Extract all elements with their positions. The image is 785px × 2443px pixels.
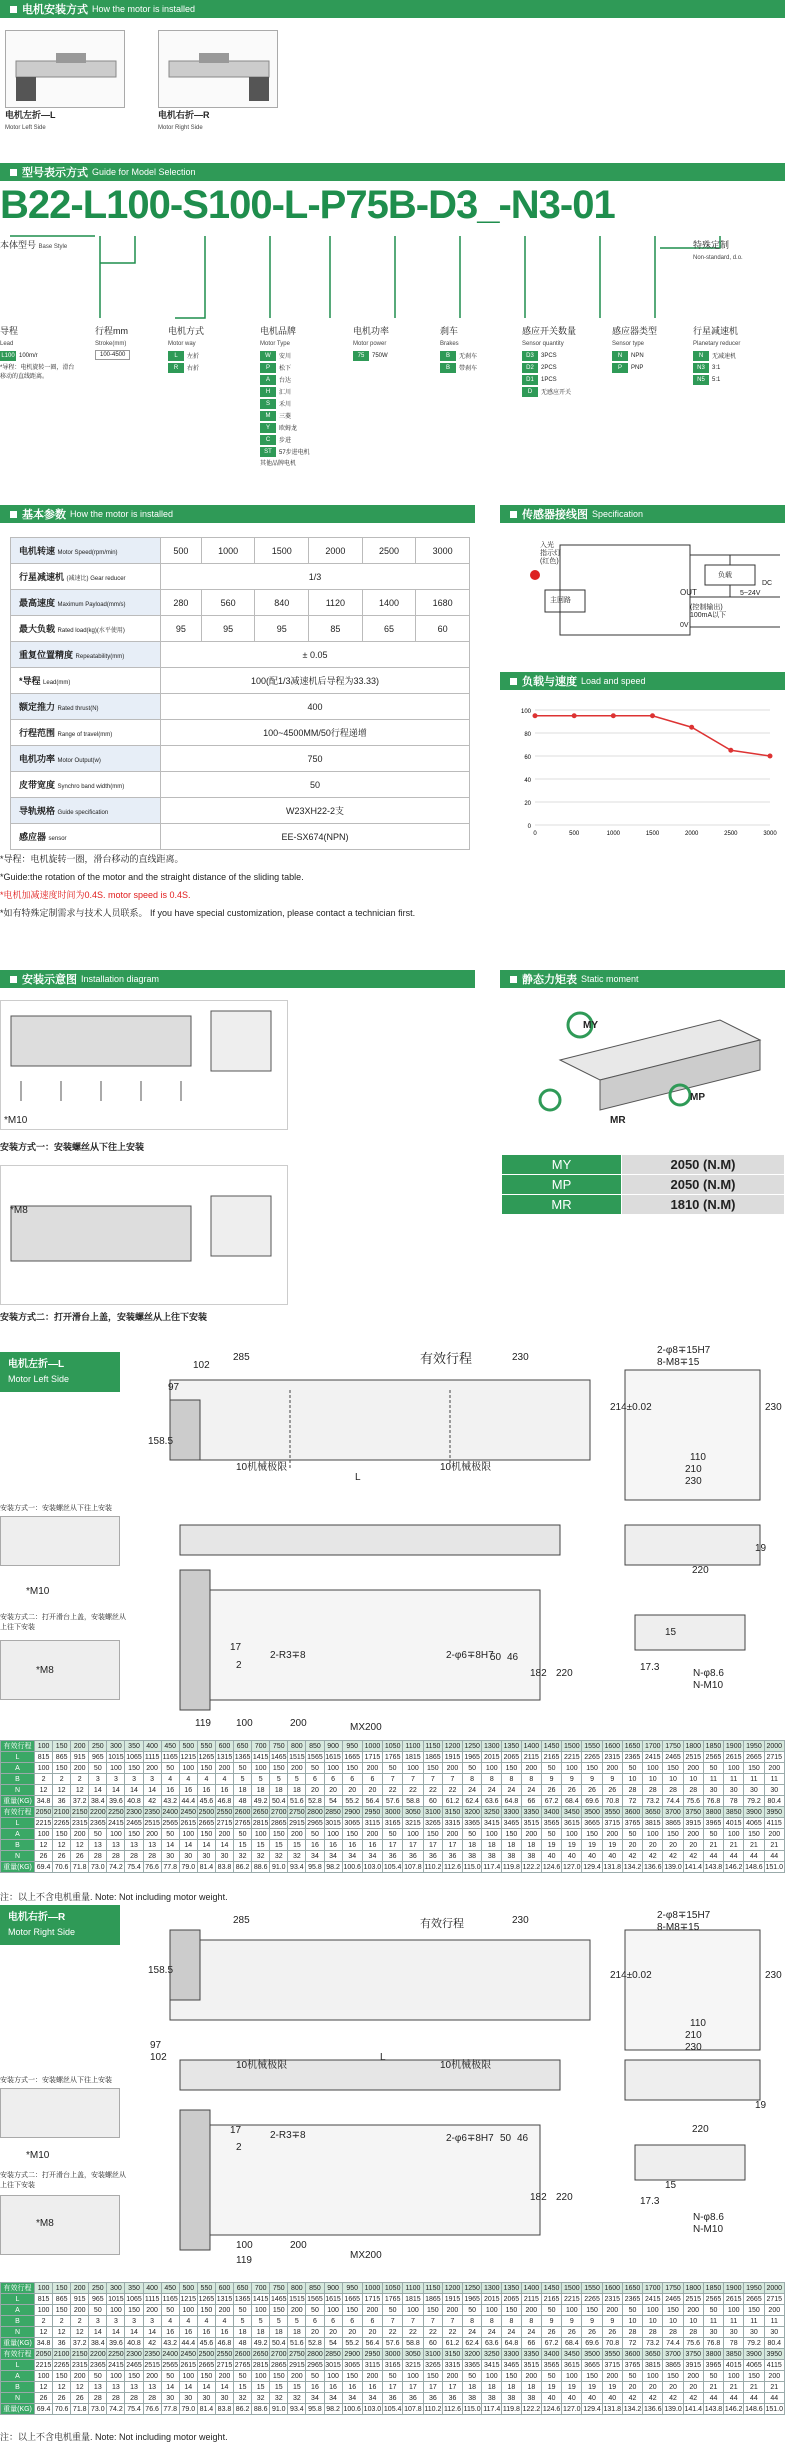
right-mi2: 安装方式二：打开滑台上盖，安装螺丝从上往下安装	[0, 2172, 126, 2189]
motor-way-options: L 左折 R 右折	[168, 350, 199, 374]
left-dim-158: 158.5	[148, 1436, 174, 1447]
motor-power-options: 75 750W	[353, 350, 388, 362]
left-section-tag: 电机左折—L Motor Left Side	[0, 1352, 120, 1392]
motor-way-label: 电机方式 Motor way	[168, 326, 205, 347]
table-row: B 12 12 12 13 13 13 13 14 14 14 14 15 15 15 15 16 16 16 16 17 17 17 17 18 18 18 18 19 19 19 19 20 20 20 20 21 21 21 21	[1, 2382, 785, 2393]
spec-row: 导轨规格 Guide specification W23XH22-2支	[11, 798, 470, 824]
table-row: N 26 26 26 28 28 28 28 30 30 30 30 32 32 32 32 34 34 34 34 36 36 36 36 38 38 38 38 40 40 40 40 42 42 42 42 44 44 44 44	[1, 2393, 785, 2404]
table-row: 重量(KG) 34.8 36 37.2 38.4 39.6 40.8 42 43.2 44.4 45.6 46.8 48 49.2 50.4 51.6 52.8 54 55.2 56.4 57.6 58.8 60 61.2 62.4 63.6 64.8 66 67.2 68.4 69.6 70.8 72 73.2 74.4 75.6 76.8 78 79.2 80.4	[1, 2338, 785, 2349]
right-nm10: N-M10	[693, 2224, 724, 2235]
right-hole1: 2-φ8∓15H7	[657, 1910, 711, 1921]
chart-point	[768, 754, 773, 759]
mount2-caption: 安装方式二：打开滑台上盖，安装螺丝从上往下安装	[0, 1312, 208, 1322]
right-dim-table	[0, 2282, 785, 2415]
chart-x-tick: 1000	[606, 831, 621, 837]
spec-row: 行星减速机 (减速比) Gear reducer 1/3	[11, 564, 470, 590]
chart-point	[689, 725, 694, 730]
right-dim-46: 46	[517, 2133, 529, 2144]
mount1-drawing	[0, 1000, 288, 1130]
brakes-label: 刹车 Brakes	[440, 326, 459, 347]
sensor-load-label: 负载	[718, 572, 732, 579]
left-hole1: 2-φ8∓15H7	[657, 1345, 711, 1356]
left-table-note: 注：以上不含电机重量. Note: Not including motor weight.	[0, 1892, 228, 1902]
right-dim-173: 17.3	[640, 2196, 660, 2207]
left-mi2: 安装方式二：打开滑台上盖，安装螺丝从上往下安装	[0, 1614, 126, 1631]
spec-row: 感应器 sensor EE-SX674(NPN)	[11, 824, 470, 850]
table-row: 重量(KG) 34.8 36 37.2 38.4 39.6 40.8 42 43.2 44.4 45.6 46.8 48 49.2 50.4 51.6 52.8 54 55.2 56.4 57.6 58.8 60 61.2 62.4 63.6 64.8 66 67.2 68.4 69.6 70.8 72 73.2 74.4 75.6 76.8 78 79.2 80.4	[1, 1796, 785, 1807]
sensor-vcc-label: 5~24V	[740, 590, 761, 597]
m8-label: *M8	[10, 1205, 28, 1216]
left-r3: 2-R3∓8	[270, 1650, 306, 1661]
left-dim-182: 182	[530, 1668, 547, 1679]
chart-y-tick: 40	[524, 778, 531, 784]
right-dim-110: 110	[690, 2018, 706, 2029]
right-dim-285: 285	[233, 1915, 250, 1926]
lead-label: 导程 Lead	[0, 326, 19, 347]
spec-row: 行程范围 Range of travel(mm) 100~4500MM/50行程递增	[11, 720, 470, 746]
right-dim-102: 102	[150, 2052, 167, 2063]
mount1-caption: 安装方式一：安装螺丝从下往上安装	[0, 1142, 145, 1152]
sensor-zero-label: 0V	[680, 622, 689, 629]
chart-y-tick: 60	[524, 755, 531, 761]
chart-y-tick: 80	[524, 732, 531, 738]
left-mi1-img	[0, 1516, 120, 1566]
left-dim-table	[0, 1740, 785, 1873]
table-row: L 815 865 915 965 1015 1065 1115 1165 1215 1265 1315 1365 1415 1465 1515 1565 1615 1665 1715 1765 1815 1865 1915 1965 2015 2065 2115 2165 2215 2265 2315 2365 2415 2465 2515 2565 2615 2665 2715	[1, 1752, 785, 1763]
right-dim-100: 100	[236, 2240, 253, 2251]
right-n8: N-φ8.6	[693, 2212, 724, 2223]
chart-point	[728, 748, 733, 753]
left-mi1: 安装方式一：安装螺丝从下往上安装	[0, 1505, 112, 1512]
sensor-qty-options: D3 3PCS D2 2PCS D1 1PCS D 无感应开关	[522, 350, 571, 398]
sensor-section-header: 传感器接线图 Specification	[500, 505, 785, 523]
chart-x-tick: 2500	[724, 831, 738, 837]
motor-type-label: 电机品牌 Motor Type	[260, 326, 297, 347]
sensor-ctrl-label: (控制输出) 100mA以下	[690, 604, 727, 619]
left-dim-173: 17.3	[640, 1662, 660, 1673]
right-lim-b: 10机械极限	[440, 2060, 492, 2071]
chart-series-line	[535, 716, 770, 756]
left-n8: N-φ8.6	[693, 1668, 724, 1679]
chart-y-tick: 20	[524, 801, 531, 807]
left-dim-230b: 230	[765, 1402, 782, 1413]
model-section-header: 型号表示方式 Guide for Model Selection	[0, 163, 785, 181]
moment-section-header: 静态力矩表 Static moment	[500, 970, 785, 988]
motor-right-label: 电机右折—R Motor Right Side	[158, 110, 210, 131]
left-eff-label: 有效行程	[420, 1351, 473, 1366]
right-dim-15: 15	[665, 2180, 677, 2191]
right-dim-214: 214±0.02	[610, 1970, 652, 1981]
table-row: B 2 2 2 3 3 3 3 4 4 4 4 5 5 5 5 6 6 6 6 7 7 7 7 8 8 8 8 9 9 9 9 10 10 10 10 11 11 11 11	[1, 2316, 785, 2327]
spec-row: 电机功率 Motor Output(w) 750	[11, 746, 470, 772]
table-row: 有效行程 2050 2100 2150 2200 2250 2300 2350 2400 2450 2500 2550 2600 2650 2700 2750 2800 2850 2900 2950 3000 3050 3100 3150 3200 3250 3300 3350 3400 3450 3500 3550 3600 3650 3700 3750 3800 3850 3900 3950	[1, 1807, 785, 1818]
left-dim-L: L	[355, 1472, 361, 1483]
install-section-header: 电机安装方式 How the motor is installed	[0, 0, 785, 18]
base-style-label: 本体型号 Base Style	[0, 240, 68, 250]
mount-section-header: 安装示意图 Installation diagram	[0, 970, 475, 988]
motor-left-image	[5, 30, 125, 108]
chart-point	[650, 713, 655, 718]
moment-my-tag: MY	[583, 1020, 598, 1031]
table-row: A 100 150 200 50 100 150 200 50 100 150 200 50 100 150 200 50 100 150 200 50 100 150 200 50 100 150 200 50 100 150 200 50 100 150 200 50 100 150 200	[1, 2305, 785, 2316]
sensor-qty-label: 感应开关数量 Sensor quantity	[522, 326, 577, 347]
table-row: B 12 12 12 13 13 13 13 14 14 14 14 15 15 15 15 16 16 16 16 17 17 17 17 18 18 18 18 19 19 19 19 20 20 20 20 21 21 21 21	[1, 1840, 785, 1851]
table-row: N 12 12 12 14 14 14 14 16 16 16 16 18 18 18 18 20 20 20 20 22 22 22 22 24 24 24 24 26 26 26 26 28 28 28 28 30 30 30 30	[1, 1785, 785, 1796]
left-dim-110: 110	[690, 1452, 706, 1463]
right-section-tag: 电机右折—R Motor Right Side	[0, 1905, 120, 1945]
left-dim-230: 230	[512, 1352, 529, 1363]
left-dim-210: 210	[685, 1464, 702, 1475]
moment-mp-tag: MP	[690, 1092, 705, 1103]
left-nm10: N-M10	[693, 1680, 724, 1691]
table-row: A 100 150 200 50 100 150 200 50 100 150 200 50 100 150 200 50 100 150 200 50 100 150 200 50 100 150 200 50 100 150 200 50 100 150 200 50 100 150 200	[1, 2371, 785, 2382]
sensor-type-label: 感应器类型 Sensor type	[612, 326, 658, 347]
left-mi2-img	[0, 1640, 120, 1700]
params-section-header: 基本参数 How the motor is installed	[0, 505, 475, 523]
stroke-label: 行程mm Stroke(mm)	[95, 326, 128, 347]
left-dim-214: 214±0.02	[610, 1402, 652, 1413]
chart-y-tick: 100	[520, 709, 531, 715]
sensor-in-label: 入光 指示灯 (红色)	[540, 542, 561, 565]
right-dim-158: 158.5	[148, 1965, 174, 1976]
notes: *导程：电机旋转一圈，滑台移动的直线距离。 *Guide:the rotation of the motor and the straight distance of the sliding table. *电机加减速度时间为0.4S. motor speed is 0.4S. *如有特殊定制需求与技术人员联系。 If you have special customization, please contact a technician first.	[0, 854, 416, 918]
sensor-dc-label: DC	[762, 580, 773, 587]
m10-label: *M10	[4, 1115, 28, 1126]
left-dim-100: 100	[236, 1718, 253, 1729]
table-row: A 100 150 200 50 100 150 200 50 100 150 200 50 100 150 200 50 100 150 200 50 100 150 200 50 100 150 200 50 100 150 200 50 100 150 200 50 100 150 200	[1, 1763, 785, 1774]
mount2-drawing	[0, 1165, 288, 1305]
table-row: 有效行程 100 150 200 250 300 350 400 450 500 550 600 650 700 750 800 850 900 950 1000 1050 1100 1150 1200 1250 1300 1350 1400 1450 1500 1550 1600 1650 1700 1750 1800 1850 1900 1950 2000	[1, 1741, 785, 1752]
right-dim-230c: 230	[685, 2042, 702, 2053]
moment-mr-tag: MR	[610, 1115, 626, 1126]
model-code: B22-L100-S100-L-P75B-D3_-N3-01	[0, 183, 615, 227]
right-m10: *M10	[26, 2150, 50, 2161]
table-row: L 815 865 915 965 1015 1065 1115 1165 1215 1265 1315 1365 1415 1465 1515 1565 1615 1665 1715 1765 1815 1865 1915 1965 2015 2065 2115 2165 2215 2265 2315 2365 2415 2465 2515 2565 2615 2665 2715	[1, 2294, 785, 2305]
right-dimension-drawing	[150, 1910, 785, 2270]
right-r3: 2-R3∓8	[270, 2130, 306, 2141]
table-row: N 12 12 12 14 14 14 14 16 16 16 16 18 18 18 18 20 20 20 20 22 22 22 22 24 24 24 24 26 26 26 26 28 28 28 28 30 30 30 30	[1, 2327, 785, 2338]
right-dim-182: 182	[530, 2192, 547, 2203]
motor-power-label: 电机功率 Motor power	[353, 326, 390, 347]
motor-left-label: 电机左折—L Motor Left Side	[5, 110, 56, 131]
motor-right-image	[158, 30, 278, 108]
right-mi1: 安装方式一：安装螺丝从下往上安装	[0, 2077, 112, 2084]
right-h7: 2-φ6∓8H7	[446, 2133, 494, 2144]
right-eff-label: 有效行程	[420, 1918, 464, 1930]
right-table-note: 注：以上不含电机重量. Note: Not including motor weight.	[0, 2432, 228, 2442]
reducer-options: N 无减速机 N3 3:1 N5 5:1	[693, 350, 736, 386]
load-speed-chart	[505, 700, 780, 850]
left-dim-19: 19	[755, 1543, 767, 1554]
chart-x-tick: 0	[533, 831, 537, 837]
left-dim-220: 220	[692, 1565, 709, 1576]
left-mx: MX200	[350, 1722, 382, 1733]
chart-point	[533, 713, 538, 718]
right-dim-230b: 230	[765, 1970, 782, 1981]
left-dim-220b: 220	[556, 1668, 573, 1679]
table-row: N 26 26 26 28 28 28 28 30 30 30 30 32 32 32 32 34 34 34 34 36 36 36 36 38 38 38 38 40 40 40 40 42 42 42 42 44 44 44 44	[1, 1851, 785, 1862]
table-row: B 2 2 2 3 3 3 3 4 4 4 4 5 5 5 5 6 6 6 6 7 7 7 7 8 8 8 8 9 9 9 9 10 10 10 10 11 11 11 11	[1, 1774, 785, 1785]
table-row: 有效行程 100 150 200 250 300 350 400 450 500 550 600 650 700 750 800 850 900 950 1000 1050 1100 1150 1200 1250 1300 1350 1400 1450 1500 1550 1600 1650 1700 1750 1800 1850 1900 1950 2000	[1, 2283, 785, 2294]
left-h7: 2-φ6∓8H7	[446, 1650, 494, 1661]
reducer-label: 行星减速机 Planetary reducer	[693, 326, 741, 347]
right-mi2-img	[0, 2195, 120, 2255]
left-dim-15: 15	[665, 1627, 677, 1638]
moment-diagram	[520, 1000, 785, 1140]
right-mi1-img	[0, 2088, 120, 2138]
special-label: 特殊定制 Non-standard, d.o.	[693, 240, 743, 261]
left-lim-b: 10机械极限	[440, 1462, 492, 1473]
right-dim-230: 230	[512, 1915, 529, 1926]
spec-row: 额定推力 Rated thrust(N) 400	[11, 694, 470, 720]
right-lim-a: 10机械极限	[236, 2060, 288, 2071]
left-lim-a: 10机械极限	[236, 1462, 288, 1473]
table-row: L 2215 2265 2315 2365 2415 2465 2515 2565 2615 2665 2715 2765 2815 2865 2915 2965 3015 3065 3115 3165 3215 3265 3315 3365 3415 3465 3515 3565 3615 3665 3715 3765 3815 3865 3915 3965 4015 4065 4115	[1, 2360, 785, 2371]
left-m8: *M8	[36, 1665, 54, 1676]
spec-row: 皮带宽度 Synchro band width(mm) 50	[11, 772, 470, 798]
right-dim-2: 2	[236, 2142, 242, 2153]
left-dim-119: 119	[195, 1718, 211, 1729]
table-row: L 2215 2265 2315 2365 2415 2465 2515 2565 2615 2665 2715 2765 2815 2865 2915 2965 3015 3065 3115 3165 3215 3265 3315 3365 3415 3465 3515 3565 3615 3665 3715 3765 3815 3865 3915 3965 4015 4065 4115	[1, 1818, 785, 1829]
table-row: 重量(KG) 69.4 70.6 71.8 73.0 74.2 75.4 76.6 77.8 79.0 81.4 83.8 86.2 88.6 91.0 93.4 95.8 98.2 100.6 103.0 105.4 107.8 110.2 112.6 115.0 117.4 119.8 122.2 124.6 127.0 129.4 131.8 134.2 136.6 139.0 141.4 143.8 146.2 148.6 151.0	[1, 1862, 785, 1873]
left-dim-50: 50	[490, 1652, 502, 1663]
right-dim-17: 17	[230, 2125, 242, 2136]
spec-row: 最大负载 Rated load(kg)(水平使用) 95 95 95 85 65 60	[11, 616, 470, 642]
left-dim-2: 2	[236, 1660, 242, 1671]
spec-row: 最高速度 Maximum Payload(mm/s) 280 560 840 1120 1400 1680	[11, 590, 470, 616]
chart-x-tick: 500	[569, 831, 580, 837]
lead-options: L100 100m/r *导程：电机旋转一圈，滑台移动的直线距离。	[0, 352, 75, 380]
chart-x-tick: 1500	[645, 831, 660, 837]
right-m8: *M8	[36, 2218, 54, 2229]
right-hole2: 8-M8∓15	[657, 1922, 700, 1933]
left-dim-17: 17	[230, 1642, 242, 1653]
moment-table: MY 2050 (N.M) MP 2050 (N.M) MR 1810 (N.M)	[501, 1154, 785, 1215]
table-row: A 100 150 200 50 100 150 200 50 100 150 200 50 100 150 200 50 100 150 200 50 100 150 200 50 100 150 200 50 100 150 200 50 100 150 200 50 100 150 200	[1, 1829, 785, 1840]
spec-row: 电机转速 Motor Speed(rpm/min) 500 1000 1500 2000 2500 3000	[11, 538, 470, 564]
left-dim-285: 285	[233, 1352, 250, 1363]
right-dim-220b: 220	[556, 2192, 573, 2203]
load-section-header: 负载与速度 Load and speed	[500, 672, 785, 690]
right-dim-210: 210	[685, 2030, 702, 2041]
right-mx: MX200	[350, 2250, 382, 2261]
left-hole2: 8-M8∓15	[657, 1357, 700, 1368]
right-dim-119: 119	[236, 2255, 252, 2266]
left-dim-102: 102	[193, 1360, 210, 1371]
spec-row: 重复位置精度 Repeatability(mm) ± 0.05	[11, 642, 470, 668]
chart-x-tick: 3000	[763, 831, 777, 837]
spec-table	[10, 537, 470, 850]
chart-point	[611, 713, 616, 718]
chart-y-tick: 0	[527, 824, 531, 830]
motor-type-options: W 安川 P 松下 A 台达 H 汇川 S 禾川 M 三菱 Y 欧姆龙 C 步进 ST 57步进电机 其他品牌电机	[260, 352, 310, 467]
sensor-type-options: N NPN P PNP	[612, 350, 644, 374]
spec-row: *导程 Lead(mm) 100(配1/3减速机后导程为33.33)	[11, 668, 470, 694]
chart-point	[572, 713, 577, 718]
table-row: 重量(KG) 69.4 70.6 71.8 73.0 74.2 75.4 76.6 77.8 79.0 81.4 83.8 86.2 88.6 91.0 93.4 95.8 98.2 100.6 103.0 105.4 107.8 110.2 112.6 115.0 117.4 119.8 122.2 124.6 127.0 129.4 131.8 134.2 136.6 139.0 141.4 143.8 146.2 148.6 151.0	[1, 2404, 785, 2415]
left-dim-97: 97	[168, 1382, 180, 1393]
right-dim-220: 220	[692, 2124, 709, 2135]
chart-x-tick: 2000	[684, 831, 699, 837]
right-dim-50: 50	[500, 2133, 512, 2144]
sensor-out-label: OUT	[680, 588, 697, 597]
left-m10: *M10	[26, 1586, 50, 1597]
left-dim-230c: 230	[685, 1476, 702, 1487]
stroke-value: 100-4500	[95, 350, 130, 360]
right-dim-L: L	[380, 2052, 386, 2063]
left-dim-46: 46	[507, 1652, 519, 1663]
left-dimension-drawing	[150, 1350, 785, 1730]
brakes-options: B 无刹车 B 带刹车	[440, 350, 477, 374]
left-dim-200: 200	[290, 1718, 307, 1729]
sensor-main-label: 主回路	[550, 597, 571, 604]
right-dim-97: 97	[150, 2040, 162, 2051]
table-row: 有效行程 2050 2100 2150 2200 2250 2300 2350 2400 2450 2500 2550 2600 2650 2700 2750 2800 2850 2900 2950 3000 3050 3100 3150 3200 3250 3300 3350 3400 3450 3500 3550 3600 3650 3700 3750 3800 3850 3900 3950	[1, 2349, 785, 2360]
model-connector-lines	[0, 228, 785, 328]
right-dim-19: 19	[755, 2100, 767, 2111]
right-dim-200: 200	[290, 2240, 307, 2251]
